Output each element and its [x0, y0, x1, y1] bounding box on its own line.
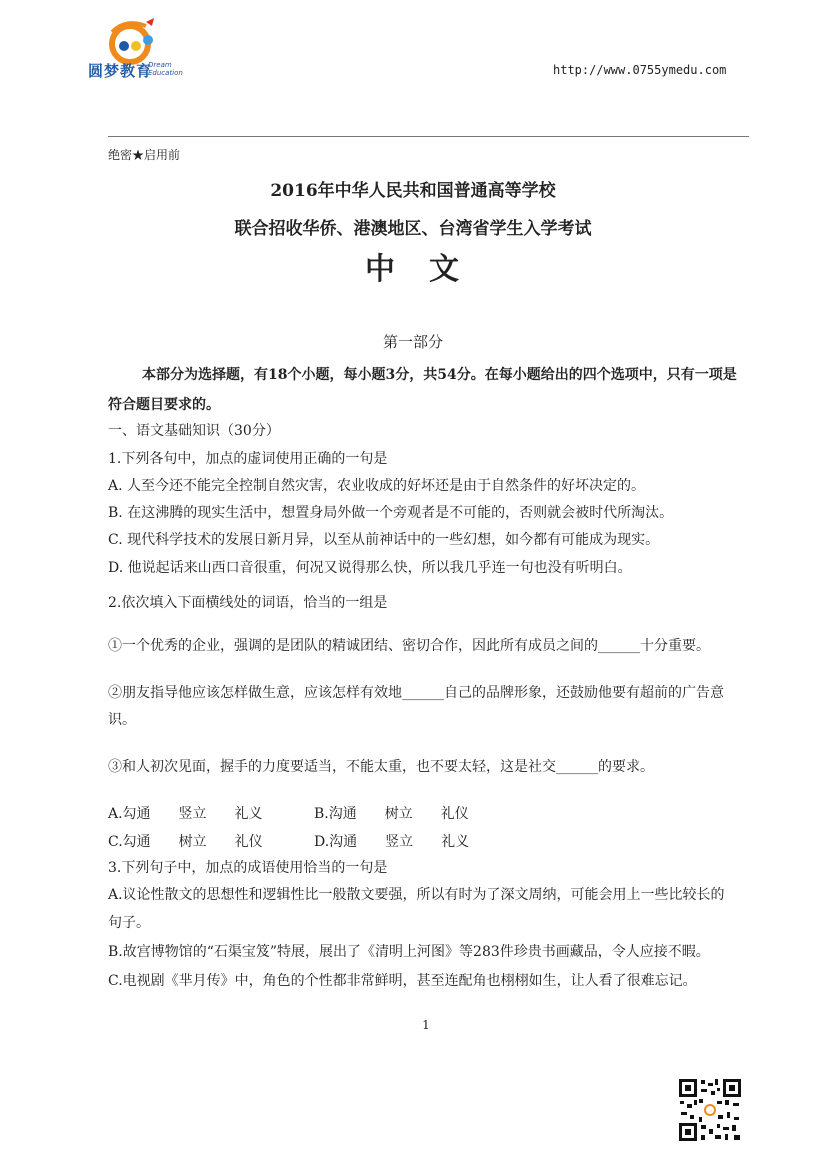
question-3-stem: 3.下列句子中，加点的成语使用恰当的一句是	[108, 860, 388, 876]
exam-title-line1: 2016年中华人民共和国普通高等学校	[270, 181, 556, 201]
question-1-stem: 1.下列各句中，加点的虚词使用正确的一句是	[108, 451, 388, 467]
logo-text	[88, 60, 183, 81]
header-url[interactable]: http://www.0755ymedu.com	[553, 63, 727, 77]
exam-title-line2: 联合招收华侨、港澳地区、台湾省学生入学考试	[234, 219, 592, 239]
question-1-option-c: C. 现代科学技术的发展日新月异，以至从前神话中的一些幻想，如今都有可能成为现实。	[108, 532, 660, 548]
page-number: 1	[422, 1018, 430, 1032]
subject-title: 中 文	[365, 252, 461, 287]
question-2-sentence-2-cont: 识。	[108, 712, 136, 728]
question-1-option-b: B. 在这沸腾的现实生活中，想置身局外做一个旁观者是不可能的，否则就会被时代所淘汰。	[108, 505, 674, 521]
question-2-option-b: B.沟通 树立 礼仪	[314, 806, 469, 822]
confidential-mark: 绝密★启用前	[108, 148, 181, 162]
part-instructions: 本部分为选择题，有18个小题，每小题3分，共54分。在每小题给出的四个选项中，只有一项是符合题目要求的。	[108, 367, 737, 413]
question-3-option-a-cont: 句子。	[108, 915, 150, 931]
question-2-stem: 2.依次填入下面横线处的词语，恰当的一组是	[108, 595, 388, 611]
question-3-option-c: C.电视剧《芈月传》中，角色的个性都非常鲜明，甚至连配角也栩栩如生，让人看了很难忘记。	[108, 973, 697, 989]
section-heading: 一、语文基础知识（30分）	[108, 423, 280, 439]
question-3-option-b: B.故宫博物馆的“石渠宝笈”特展，展出了《清明上河图》等283件珍贵书画藏品，令人应接不暇。	[108, 944, 710, 960]
header-divider	[108, 136, 749, 137]
question-1-option-d: D. 他说起话来山西口音很重，何况又说得那么快，所以我几乎连一句也没有听明白。	[108, 560, 632, 576]
question-1-option-a: A. 人至今还不能完全控制自然灾害，农业收成的好坏还是由于自然条件的好坏决定的。	[108, 478, 646, 494]
qr-code[interactable]	[677, 1077, 743, 1143]
question-2-option-d: D.沟通 竖立 礼义	[314, 834, 470, 850]
question-2-sentence-3: ③和人初次见面，握手的力度要适当，不能太重，也不要太轻，这是社交______的要求。	[108, 759, 654, 775]
question-2-sentence-1: ①一个优秀的企业，强调的是团队的精诚团结、密切合作，因此所有成员之间的______十分重要。	[108, 638, 710, 654]
question-2-option-a: A.勾通 竖立 礼义	[108, 806, 263, 822]
question-3-option-a: A.议论性散文的思想性和逻辑性比一般散文要强，所以有时为了深文周纳，可能会用上一些比较长的	[108, 887, 725, 903]
logo-chinese-name: 圆梦教育	[88, 62, 153, 80]
question-2-option-c: C.勾通 树立 礼仪	[108, 834, 263, 850]
part-heading: 第一部分	[382, 333, 443, 351]
question-2-sentence-2: ②朋友指导他应该怎样做生意，应该怎样有效地______自己的品牌形象，还鼓励他要有超前的广告意	[108, 685, 724, 701]
logo-english-name: Dream Education	[148, 61, 183, 77]
